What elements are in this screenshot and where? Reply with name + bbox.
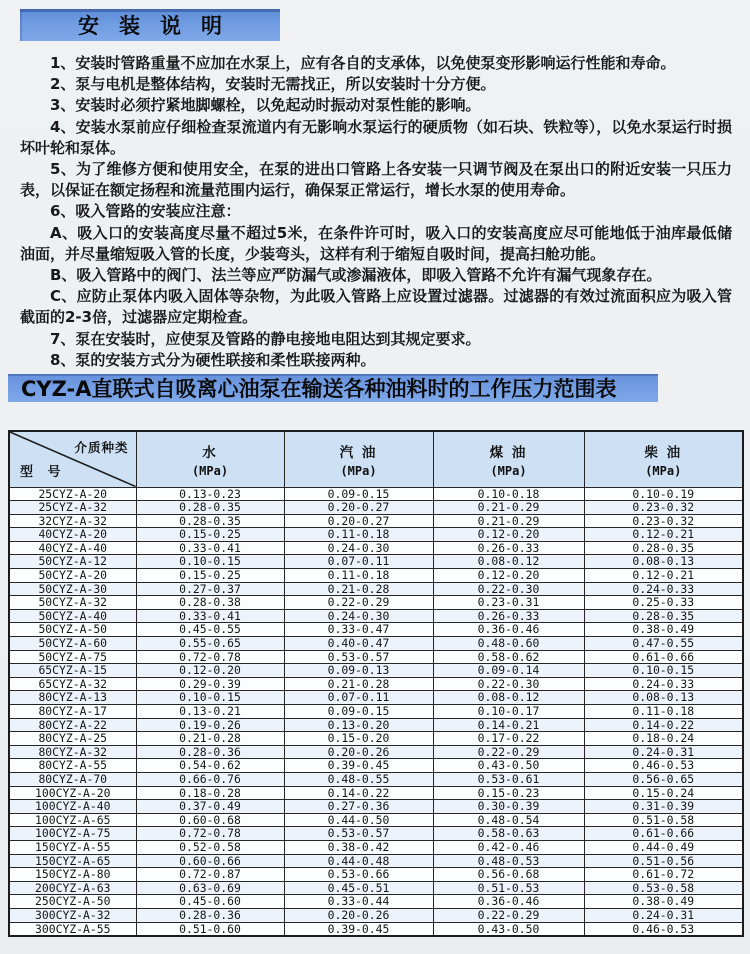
- pressure-cell: 0.15-0.25: [136, 528, 284, 542]
- pressure-cell: 0.15-0.25: [136, 569, 284, 583]
- model-cell: 25CYZ-A-32: [9, 501, 136, 515]
- pressure-cell: 0.21-0.28: [284, 677, 433, 691]
- pressure-cell: 0.36-0.46: [433, 895, 584, 909]
- table-row: [9, 569, 743, 583]
- pressure-cell: 0.10-0.19: [584, 487, 743, 501]
- model-cell: 150CYZ-A-65: [9, 854, 136, 868]
- pressure-cell: 0.53-0.57: [284, 827, 433, 841]
- pressure-cell: 0.72-0.78: [136, 827, 284, 841]
- pressure-cell: 0.26-0.33: [433, 609, 584, 623]
- model-cell: 32CYZ-A-32: [9, 514, 136, 528]
- model-cell: 150CYZ-A-55: [9, 840, 136, 854]
- pressure-cell: 0.19-0.26: [136, 718, 284, 732]
- pressure-cell: 0.38-0.49: [584, 623, 743, 637]
- table-row: [9, 596, 743, 610]
- pressure-cell: 0.09-0.13: [284, 664, 433, 678]
- table-row: [9, 664, 743, 678]
- pressure-cell: 0.22-0.29: [284, 596, 433, 610]
- pressure-cell: 0.09-0.15: [284, 705, 433, 719]
- pressure-cell: 0.24-0.31: [584, 745, 743, 759]
- pressure-cell: 0.28-0.36: [136, 745, 284, 759]
- pressure-cell: 0.23-0.32: [584, 514, 743, 528]
- table-row: [9, 637, 743, 651]
- table-row: [9, 623, 743, 637]
- model-cell: 40CYZ-A-40: [9, 541, 136, 555]
- model-cell: 100CYZ-A-65: [9, 813, 136, 827]
- pressure-cell: 0.10-0.17: [433, 705, 584, 719]
- section-title-bar: [20, 9, 280, 41]
- pressure-cell: 0.14-0.22: [584, 718, 743, 732]
- corner-header-cell: [9, 431, 136, 487]
- pressure-cell: 0.37-0.49: [136, 800, 284, 814]
- model-cell: 80CYZ-A-32: [9, 745, 136, 759]
- pressure-cell: 0.21-0.28: [284, 582, 433, 596]
- pressure-cell: 0.48-0.53: [433, 854, 584, 868]
- pressure-cell: 0.20-0.27: [284, 501, 433, 515]
- pressure-cell: 0.48-0.60: [433, 637, 584, 651]
- pressure-cell: 0.09-0.14: [433, 664, 584, 678]
- pressure-cell: 0.36-0.46: [433, 623, 584, 637]
- instruction-item: C、应防止泵体内吸入固体等杂物，为此吸入管路上应设置过滤器。过滤器的有效过流面积应为吸入管截面的2-3倍，过滤器应定期检查。: [20, 287, 732, 327]
- pressure-table-body: [9, 487, 743, 936]
- model-cell: 80CYZ-A-22: [9, 718, 136, 732]
- pressure-cell: 0.61-0.66: [584, 827, 743, 841]
- model-cell: 50CYZ-A-50: [9, 623, 136, 637]
- pressure-cell: 0.29-0.39: [136, 677, 284, 691]
- pressure-cell: 0.17-0.22: [433, 732, 584, 746]
- model-cell: 80CYZ-A-13: [9, 691, 136, 705]
- pressure-cell: 0.08-0.13: [584, 555, 743, 569]
- pressure-cell: 0.72-0.78: [136, 650, 284, 664]
- pressure-cell: 0.25-0.33: [584, 596, 743, 610]
- pressure-cell: 0.45-0.55: [136, 623, 284, 637]
- corner-label-model: 型 号: [20, 464, 66, 480]
- instruction-item: 5、为了维修方便和使用安全，在泵的进出口管路上各安装一只调节阀及在泵出口的附近安装一只压力表，以保证在额定扬程和流量范围内运行，确保泵正常运行，增长水泵的使用寿命。: [20, 160, 732, 200]
- table-row: [9, 854, 743, 868]
- table-row: [9, 582, 743, 596]
- table-row: [9, 908, 743, 922]
- pressure-cell: 0.45-0.60: [136, 895, 284, 909]
- pressure-cell: 0.14-0.22: [284, 786, 433, 800]
- table-row: [9, 786, 743, 800]
- pressure-cell: 0.39-0.45: [284, 922, 433, 936]
- pressure-cell: 0.58-0.62: [433, 650, 584, 664]
- pressure-cell: 0.12-0.20: [433, 528, 584, 542]
- pressure-cell: 0.18-0.28: [136, 786, 284, 800]
- model-cell: 65CYZ-A-15: [9, 664, 136, 678]
- instruction-item: 1、安装时管路重量不应加在水泵上，应有各自的支承体，以免使泵变形影响运行性能和寿命。: [50, 54, 676, 72]
- table-row: [9, 528, 743, 542]
- table-row: [9, 745, 743, 759]
- column-header-water: 水 (MPa): [136, 431, 284, 487]
- pressure-cell: 0.22-0.30: [433, 677, 584, 691]
- table-row: [9, 718, 743, 732]
- pressure-cell: 0.07-0.11: [284, 691, 433, 705]
- pressure-cell: 0.15-0.20: [284, 732, 433, 746]
- table-row: [9, 922, 743, 936]
- pressure-cell: 0.14-0.21: [433, 718, 584, 732]
- pressure-cell: 0.33-0.41: [136, 609, 284, 623]
- pressure-cell: 0.33-0.44: [284, 895, 433, 909]
- pressure-cell: 0.20-0.26: [284, 908, 433, 922]
- model-cell: 40CYZ-A-20: [9, 528, 136, 542]
- pressure-cell: 0.28-0.38: [136, 596, 284, 610]
- instruction-item: 4、安装水泵前应仔细检查泵流道内有无影响水泵运行的硬质物（如石块、铁粒等），以免水泵运行时损坏叶轮和泵体。: [20, 117, 732, 157]
- table-row: [9, 813, 743, 827]
- pressure-cell: 0.20-0.27: [284, 514, 433, 528]
- pressure-cell: 0.48-0.54: [433, 813, 584, 827]
- model-cell: 50CYZ-A-32: [9, 596, 136, 610]
- pressure-cell: 0.11-0.18: [284, 528, 433, 542]
- pressure-table-header: [9, 431, 743, 487]
- pressure-cell: 0.24-0.31: [584, 908, 743, 922]
- pressure-cell: 0.23-0.31: [433, 596, 584, 610]
- model-cell: 100CYZ-A-75: [9, 827, 136, 841]
- pressure-cell: 0.33-0.41: [136, 541, 284, 555]
- pressure-cell: 0.27-0.36: [284, 800, 433, 814]
- model-cell: 80CYZ-A-17: [9, 705, 136, 719]
- pressure-cell: 0.44-0.50: [284, 813, 433, 827]
- section-title: 安装说明: [78, 14, 242, 38]
- table-row: [9, 501, 743, 515]
- pressure-cell: 0.10-0.18: [433, 487, 584, 501]
- pressure-cell: 0.28-0.35: [136, 501, 284, 515]
- table-row: [9, 732, 743, 746]
- pressure-cell: 0.08-0.13: [584, 691, 743, 705]
- pressure-cell: 0.55-0.65: [136, 637, 284, 651]
- pressure-cell: 0.13-0.21: [136, 705, 284, 719]
- pressure-cell: 0.39-0.45: [284, 759, 433, 773]
- pressure-cell: 0.28-0.35: [584, 609, 743, 623]
- pressure-cell: 0.45-0.51: [284, 881, 433, 895]
- instruction-item: 3、安装时必须拧紧地脚螺栓，以免起动时振动对泵性能的影响。: [50, 96, 481, 115]
- pressure-cell: 0.56-0.68: [433, 868, 584, 882]
- pressure-cell: 0.08-0.12: [433, 691, 584, 705]
- model-cell: 50CYZ-A-20: [9, 569, 136, 583]
- pressure-cell: 0.21-0.28: [136, 732, 284, 746]
- table-row: [9, 541, 743, 555]
- pressure-cell: 0.56-0.65: [584, 772, 743, 786]
- table-row: [9, 555, 743, 569]
- pressure-cell: 0.28-0.35: [584, 541, 743, 555]
- instruction-item: 8、泵的安装方式分为硬性联接和柔性联接两种。: [50, 350, 376, 369]
- instruction-item: B、吸入管路中的阀门、法兰等应严防漏气或渗漏液体，即吸入管路不允许有漏气现象存在。: [50, 266, 662, 285]
- pressure-cell: 0.61-0.72: [584, 868, 743, 882]
- model-cell: 200CYZ-A-63: [9, 881, 136, 895]
- pressure-cell: 0.11-0.18: [584, 705, 743, 719]
- pressure-cell: 0.22-0.29: [433, 908, 584, 922]
- pressure-cell: 0.44-0.49: [584, 840, 743, 854]
- table-row: [9, 772, 743, 786]
- pressure-cell: 0.63-0.69: [136, 881, 284, 895]
- pressure-cell: 0.53-0.61: [433, 772, 584, 786]
- table-title: CYZ-A直联式自吸离心油泵在输送各种油料时的工作压力范围表: [21, 377, 617, 401]
- pressure-cell: 0.28-0.36: [136, 908, 284, 922]
- pressure-cell: 0.24-0.33: [584, 582, 743, 596]
- pressure-cell: 0.52-0.58: [136, 840, 284, 854]
- pressure-cell: 0.46-0.53: [584, 922, 743, 936]
- pressure-cell: 0.43-0.50: [433, 922, 584, 936]
- model-cell: 100CYZ-A-20: [9, 786, 136, 800]
- table-row: [9, 800, 743, 814]
- table-row: [9, 868, 743, 882]
- pressure-cell: 0.10-0.15: [136, 555, 284, 569]
- pressure-table: [8, 430, 744, 937]
- model-cell: 150CYZ-A-80: [9, 868, 136, 882]
- pressure-cell: 0.27-0.37: [136, 582, 284, 596]
- table-row: [9, 677, 743, 691]
- pressure-cell: 0.15-0.24: [584, 786, 743, 800]
- pressure-cell: 0.53-0.66: [284, 868, 433, 882]
- pressure-cell: 0.18-0.24: [584, 732, 743, 746]
- column-header-diesel: 柴 油 (MPa): [584, 431, 743, 487]
- pressure-cell: 0.51-0.56: [584, 854, 743, 868]
- pressure-cell: 0.10-0.15: [136, 691, 284, 705]
- table-row: [9, 487, 743, 501]
- table-row: [9, 827, 743, 841]
- pressure-cell: 0.09-0.15: [284, 487, 433, 501]
- pressure-cell: 0.38-0.42: [284, 840, 433, 854]
- pressure-cell: 0.42-0.46: [433, 840, 584, 854]
- pressure-cell: 0.12-0.21: [584, 569, 743, 583]
- pressure-cell: 0.13-0.20: [284, 718, 433, 732]
- pressure-cell: 0.54-0.62: [136, 759, 284, 773]
- table-row: [9, 514, 743, 528]
- pressure-cell: 0.31-0.39: [584, 800, 743, 814]
- model-cell: 80CYZ-A-25: [9, 732, 136, 746]
- pressure-cell: 0.38-0.49: [584, 895, 743, 909]
- model-cell: 100CYZ-A-40: [9, 800, 136, 814]
- pressure-cell: 0.44-0.48: [284, 854, 433, 868]
- model-cell: 50CYZ-A-40: [9, 609, 136, 623]
- table-row: [9, 759, 743, 773]
- table-row: [9, 840, 743, 854]
- pressure-cell: 0.33-0.47: [284, 623, 433, 637]
- model-cell: 50CYZ-A-60: [9, 637, 136, 651]
- pressure-cell: 0.20-0.26: [284, 745, 433, 759]
- table-row: [9, 650, 743, 664]
- pressure-cell: 0.61-0.66: [584, 650, 743, 664]
- table-row: [9, 895, 743, 909]
- pressure-cell: 0.60-0.68: [136, 813, 284, 827]
- table-row: [9, 705, 743, 719]
- pressure-cell: 0.08-0.12: [433, 555, 584, 569]
- table-row: [9, 881, 743, 895]
- pressure-cell: 0.24-0.30: [284, 609, 433, 623]
- table-row: [9, 691, 743, 705]
- pressure-cell: 0.40-0.47: [284, 637, 433, 651]
- model-cell: 50CYZ-A-30: [9, 582, 136, 596]
- pressure-cell: 0.53-0.57: [284, 650, 433, 664]
- pressure-cell: 0.21-0.29: [433, 514, 584, 528]
- table-row: [9, 609, 743, 623]
- pressure-cell: 0.51-0.53: [433, 881, 584, 895]
- pressure-cell: 0.13-0.23: [136, 487, 284, 501]
- pressure-cell: 0.12-0.21: [584, 528, 743, 542]
- instruction-item: 2、泵与电机是整体结构，安装时无需找正，所以安装时十分方便。: [50, 75, 496, 94]
- pressure-cell: 0.28-0.35: [136, 514, 284, 528]
- pressure-cell: 0.66-0.76: [136, 772, 284, 786]
- pressure-cell: 0.21-0.29: [433, 501, 584, 515]
- model-cell: 250CYZ-A-50: [9, 895, 136, 909]
- pressure-cell: 0.12-0.20: [136, 664, 284, 678]
- pressure-cell: 0.24-0.30: [284, 541, 433, 555]
- column-header-gasoline: 汽 油 (MPa): [284, 431, 433, 487]
- model-cell: 80CYZ-A-55: [9, 759, 136, 773]
- pressure-cell: 0.51-0.60: [136, 922, 284, 936]
- instructions-list: [20, 53, 732, 371]
- pressure-cell: 0.15-0.23: [433, 786, 584, 800]
- model-cell: 25CYZ-A-20: [9, 487, 136, 501]
- pressure-cell: 0.10-0.15: [584, 664, 743, 678]
- pressure-cell: 0.22-0.30: [433, 582, 584, 596]
- corner-label-media: 介质种类: [74, 440, 129, 455]
- model-cell: 80CYZ-A-70: [9, 772, 136, 786]
- pressure-cell: 0.48-0.55: [284, 772, 433, 786]
- pressure-cell: 0.24-0.33: [584, 677, 743, 691]
- model-cell: 300CYZ-A-32: [9, 908, 136, 922]
- pressure-cell: 0.30-0.39: [433, 800, 584, 814]
- instruction-item: A、吸入口的安装高度尽量不超过5米，在条件许可时，吸入口的安装高度应尽可能地低于油库最低储油面，并尽量缩短吸入管的长度，少装弯头，这样有利于缩短自吸时间，提高扫舱功能。: [20, 223, 732, 263]
- pressure-cell: 0.22-0.29: [433, 745, 584, 759]
- pressure-cell: 0.51-0.58: [584, 813, 743, 827]
- model-cell: 50CYZ-A-75: [9, 650, 136, 664]
- instruction-item: 6、吸入管路的安装应注意：: [50, 202, 241, 221]
- pressure-cell: 0.11-0.18: [284, 569, 433, 583]
- model-cell: 65CYZ-A-32: [9, 677, 136, 691]
- table-title-bar: [8, 374, 658, 402]
- pressure-cell: 0.72-0.87: [136, 868, 284, 882]
- pressure-cell: 0.43-0.50: [433, 759, 584, 773]
- pressure-cell: 0.60-0.66: [136, 854, 284, 868]
- pressure-cell: 0.07-0.11: [284, 555, 433, 569]
- instruction-item: 7、泵在安装时，应使泵及管路的静电接地电阻达到其规定要求。: [50, 329, 481, 348]
- column-header-kerosene: 煤 油 (MPa): [433, 431, 584, 487]
- pressure-cell: 0.47-0.55: [584, 637, 743, 651]
- pressure-cell: 0.23-0.32: [584, 501, 743, 515]
- model-cell: 300CYZ-A-55: [9, 922, 136, 936]
- pressure-cell: 0.53-0.58: [584, 881, 743, 895]
- pressure-cell: 0.12-0.20: [433, 569, 584, 583]
- pressure-cell: 0.46-0.53: [584, 759, 743, 773]
- pressure-cell: 0.26-0.33: [433, 541, 584, 555]
- model-cell: 50CYZ-A-12: [9, 555, 136, 569]
- pressure-cell: 0.58-0.63: [433, 827, 584, 841]
